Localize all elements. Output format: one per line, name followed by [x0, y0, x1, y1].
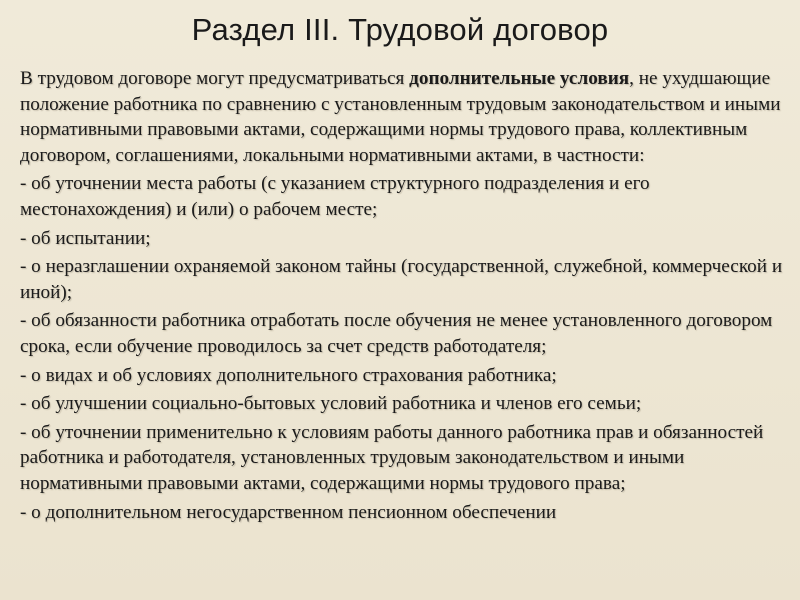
- intro-text-before: В трудовом договоре могут предусматриваться: [20, 68, 410, 89]
- intro-text-after: , не ухудшающие положение работника по сравнению с установленным трудовым законодательством и иными нормативными правовыми актами, содержащими нормы трудового права, коллективным договором, соглашениями, локальными нормативными актами, в частности:: [20, 68, 781, 166]
- intro-emphasis: дополнительные условия: [409, 68, 630, 89]
- slide-title: Раздел III. Трудовой договор: [191, 12, 609, 47]
- intro-paragraph: [20, 66, 800, 168]
- list-item: - об уточнении применительно к условиям работы данного работника прав и обязанностей работника и работодателя, установленных трудовым законодательством и иными нормативными правовыми актами, содержащими нормы трудового права;: [20, 421, 764, 494]
- list-item: - об улучшении социально-бытовых условий работника и членов его семьи;: [20, 393, 642, 415]
- list-item: - о неразглашении охраняемой законом тайны (государственной, служебной, коммерческой и иной);: [20, 256, 783, 303]
- list-item: - об обязанности работника отработать после обучения не менее установленного договором срока, если обучение проводилось за счет средств работодателя;: [20, 310, 773, 357]
- slide-body: [20, 66, 800, 528]
- list-item: - о видах и об условиях дополнительного страхования работника;: [20, 364, 557, 386]
- list-item: - о дополнительном негосударственном пенсионном обеспечении: [20, 501, 557, 523]
- list-item: - об уточнении места работы (с указанием структурного подразделения и его местонахождения) и (или) о рабочем месте;: [20, 173, 650, 220]
- list-item: - об испытании;: [20, 227, 151, 249]
